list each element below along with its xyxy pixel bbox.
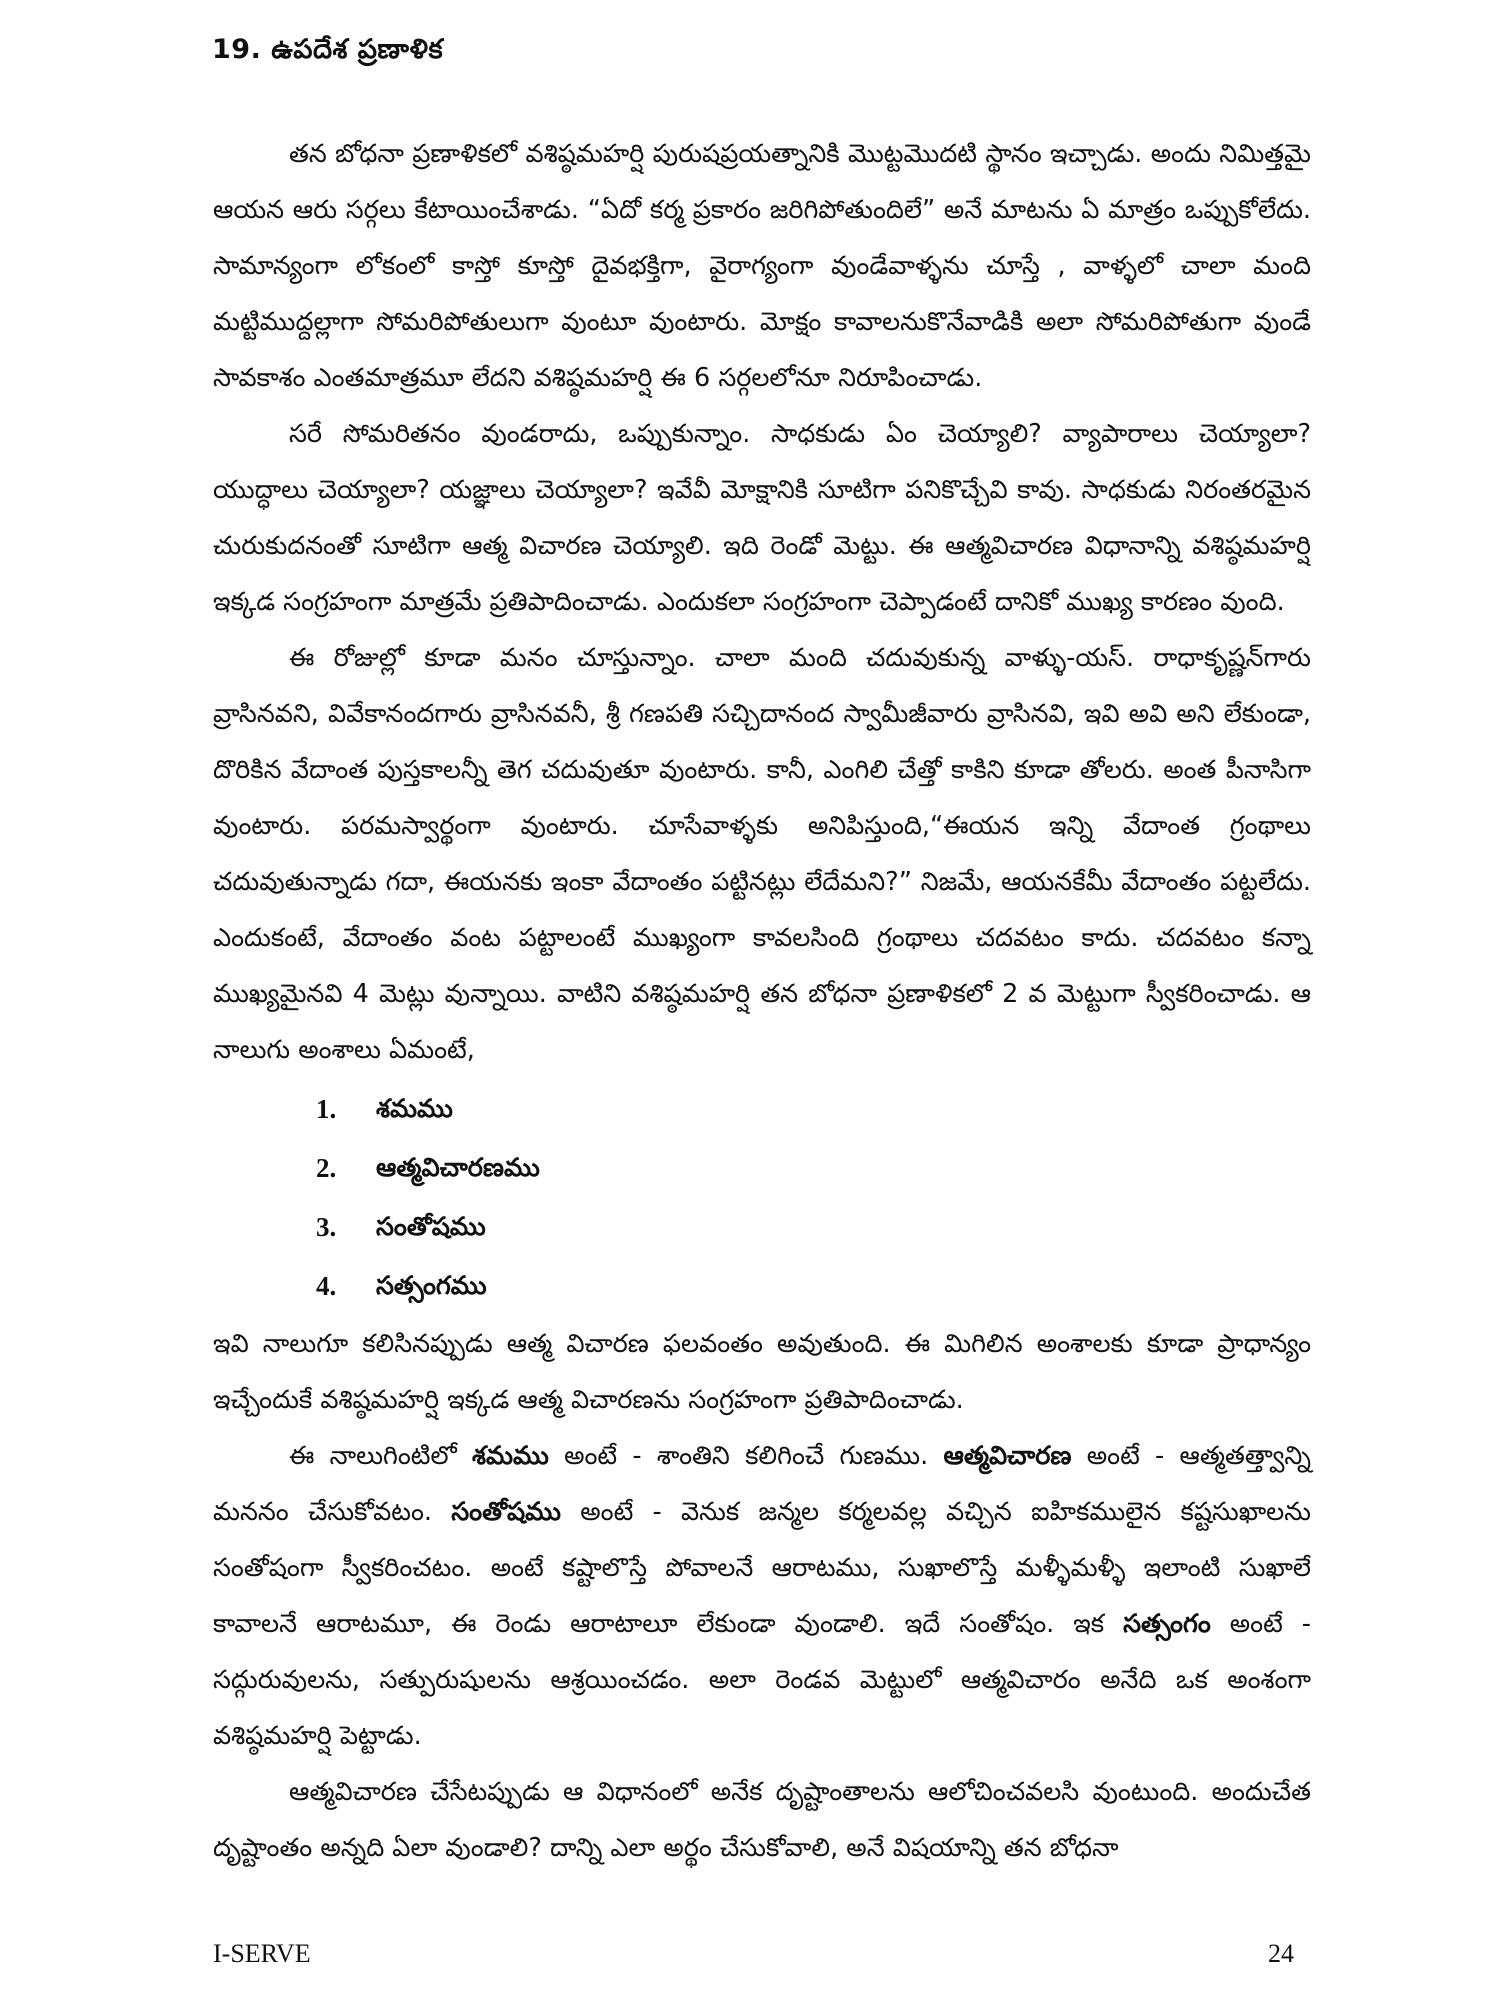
list-item-number: 4. — [316, 1271, 337, 1301]
list-item-text: శమము — [376, 1094, 453, 1124]
term-satsangam: సత్సంగం — [1123, 1609, 1211, 1639]
footer-publisher: I-SERVE — [213, 1939, 311, 1968]
list-item-number: 1. — [316, 1094, 337, 1124]
page-body — [213, 126, 1311, 1876]
last-paragraph: ఆత్మవిచారణ చేసేటప్పుడు ఆ విధానంలో అనేక దృష్టాంతాలను ఆలోచించవలసి వుంటుంది. అందుచేత దృష్టాంతం అన్నది ఏలా వుండాలి? దాన్ని ఎలా అర్థం చేసుకోవాలి, అనే విషయాన్ని తన బోధనా — [213, 1777, 1311, 1863]
term-santoshamu: సంతోషము — [451, 1497, 561, 1527]
page-number: 24 — [1268, 1939, 1294, 1968]
definition-text: అంటే - ఆత్మతత్త్వాన్ని మననం చేసుకోవటం. — [213, 1441, 1312, 1527]
definition-text: అంటే - వెనుక జన్మల కర్మలవల్ల వచ్చిన ఐహికములైన కష్టసుఖాలను సంతోషంగా స్వీకరించటం. అంటే కష్టాలొస్తే పోవాలనే ఆరాటము, సుఖాలొస్తే మళ్ళీమళ్ళీ ఇలాంటి సుఖాలే కావాలనే ఆరాటమూ, ఈ రెండు ఆరాటాలూ లేకుండా వుండాలి. ఇదే సంతోషం. ఇక — [213, 1497, 1311, 1639]
term-shamamu: శమము — [472, 1441, 549, 1471]
list-item-text: సంతోషము — [376, 1212, 486, 1242]
list-item-text: ఆత్మవిచారణము — [376, 1153, 540, 1183]
paragraph-1: తన బోధనా ప్రణాళికలో వశిష్ఠమహర్షి పురుషప్రయత్నానికి మొట్టమొదటి స్థానం ఇచ్చాడు. అందు నిమిత్తమై ఆయన ఆరు సర్గలు కేటాయించేశాడు. “ఏదో కర్మ ప్రకారం జరిగిపోతుందిలే” అనే మాటను ఏ మాత్రం ఒప్పుకోలేదు. సామాన్యంగా లోకంలో కాస్తో కూస్తో దైవభక్తిగా, వైరాగ్యంగా వుండేవాళ్ళను చూస్తే , వాళ్ళలో చాలా మంది మట్టిముద్దల్లాగా సోమరిపోతులుగా వుంటూ వుంటారు. మోక్షం కావాలనుకొనేవాడికి అలా సోమరిపోతుగా వుండే సావకాశం ఎంతమాత్రమూ లేదని వశిష్ఠమహర్షి ఈ 6 సర్గలలోనూ నిరూపించాడు. — [213, 139, 1311, 393]
paragraph-after-list: ఇవి నాలుగూ కలిసినప్పుడు ఆత్మ విచారణ ఫలవంతం అవుతుంది. ఈ మిగిలిన అంశాలకు కూడా ప్రాధాన్యం ఇచ్చేందుకే వశిష్ఠమహర్షి ఇక్కడ ఆత్మ విచారణను సంగ్రహంగా ప్రతిపాదించాడు. — [213, 1329, 1311, 1415]
definition-text: అంటే - శాంతిని కలిగించే గుణము. — [548, 1441, 944, 1471]
list-item — [316, 1139, 1311, 1198]
paragraph-3: ఈ రోజుల్లో కూడా మనం చూస్తున్నాం. చాలా మంది చదువుకున్న వాళ్ళు-యస్. రాధాకృష్ణన్‌గారు వ్రాసినవని, వివేకానందగారు వ్రాసినవనీ, శ్రీ గణపతి సచ్చిదానంద స్వామీజీవారు వ్రాసినవి, ఇవి అవి అని లేకుండా, దొరికిన వేదాంత పుస్తకాలన్నీ తెగ చదువుతూ వుంటారు. కానీ, ఎంగిలి చేత్తో కాకిని కూడా తోలరు. అంత పీనాసిగా వుంటారు. పరమస్వార్థంగా వుంటారు. చూసేవాళ్ళకు అనిపిస్తుంది,“ఈయన ఇన్ని వేదాంత గ్రంథాలు చదువుతున్నాడు గదా, ఈయనకు ఇంకా వేదాంతం పట్టినట్లు లేదేమని?” నిజమే, ఆయనకేమీ వేదాంతం పట్టలేదు. ఎందుకంటే, వేదాంతం వంట పట్టాలంటే ముఖ్యంగా కావలసింది గ్రంథాలు చదవటం కాదు. చదవటం కన్నా ముఖ్యమైనవి 4 మెట్లు వున్నాయి. వాటిని వశిష్ఠమహర్షి తన బోధనా ప్రణాళికలో 2 వ మెట్టుగా స్వీకరించాడు. ఆ నాలుగు అంశాలు ఏమంటే, — [213, 643, 1311, 1065]
list-item-text: సత్సంగము — [376, 1271, 487, 1301]
paragraph-2: సరే సోమరితనం వుండరాదు, ఒప్పుకున్నాం. సాధకుడు ఏం చెయ్యాలి? వ్యాపారాలు చెయ్యాలా? యుద్ధాలు చెయ్యాలా? యజ్ఞాలు చెయ్యాలా? ఇవేవీ మోక్షానికి సూటిగా పనికొచ్చేవి కావు. సాధకుడు నిరంతరమైన చురుకుదనంతో సూటిగా ఆత్మ విచారణ చెయ్యాలి. ఇది రెండో మెట్టు. ఈ ఆత్మవిచారణ విధానాన్ని వశిష్ఠమహర్షి ఇక్కడ సంగ్రహంగా మాత్రమే ప్రతిపాదించాడు. ఎందుకలా సంగ్రహంగా చెప్పాడంటే దానికో ముఖ్య కారణం వుంది. — [213, 419, 1311, 617]
list-item — [316, 1080, 1311, 1139]
definition-text: ఈ నాలుగింటిలో — [289, 1441, 473, 1471]
list-item — [316, 1198, 1311, 1257]
four-steps-list — [316, 1080, 1311, 1316]
list-item-number: 2. — [316, 1153, 337, 1183]
definitions-paragraph — [213, 1428, 1311, 1764]
list-item-number: 3. — [316, 1212, 337, 1242]
list-item — [316, 1257, 1311, 1316]
chapter-heading: 19. ఉపదేశ ప్రణాళిక — [212, 34, 444, 65]
term-atmavicharana: ఆత్మవిచారణ — [943, 1441, 1072, 1471]
definition-text: అంటే - సద్గురువులను, సత్పురుషులను ఆశ్రయించడం. అలా రెండవ మెట్టులో ఆత్మవిచారం అనేది ఒక అంశంగా వశిష్ఠమహర్షి పెట్టాడు. — [213, 1609, 1311, 1751]
